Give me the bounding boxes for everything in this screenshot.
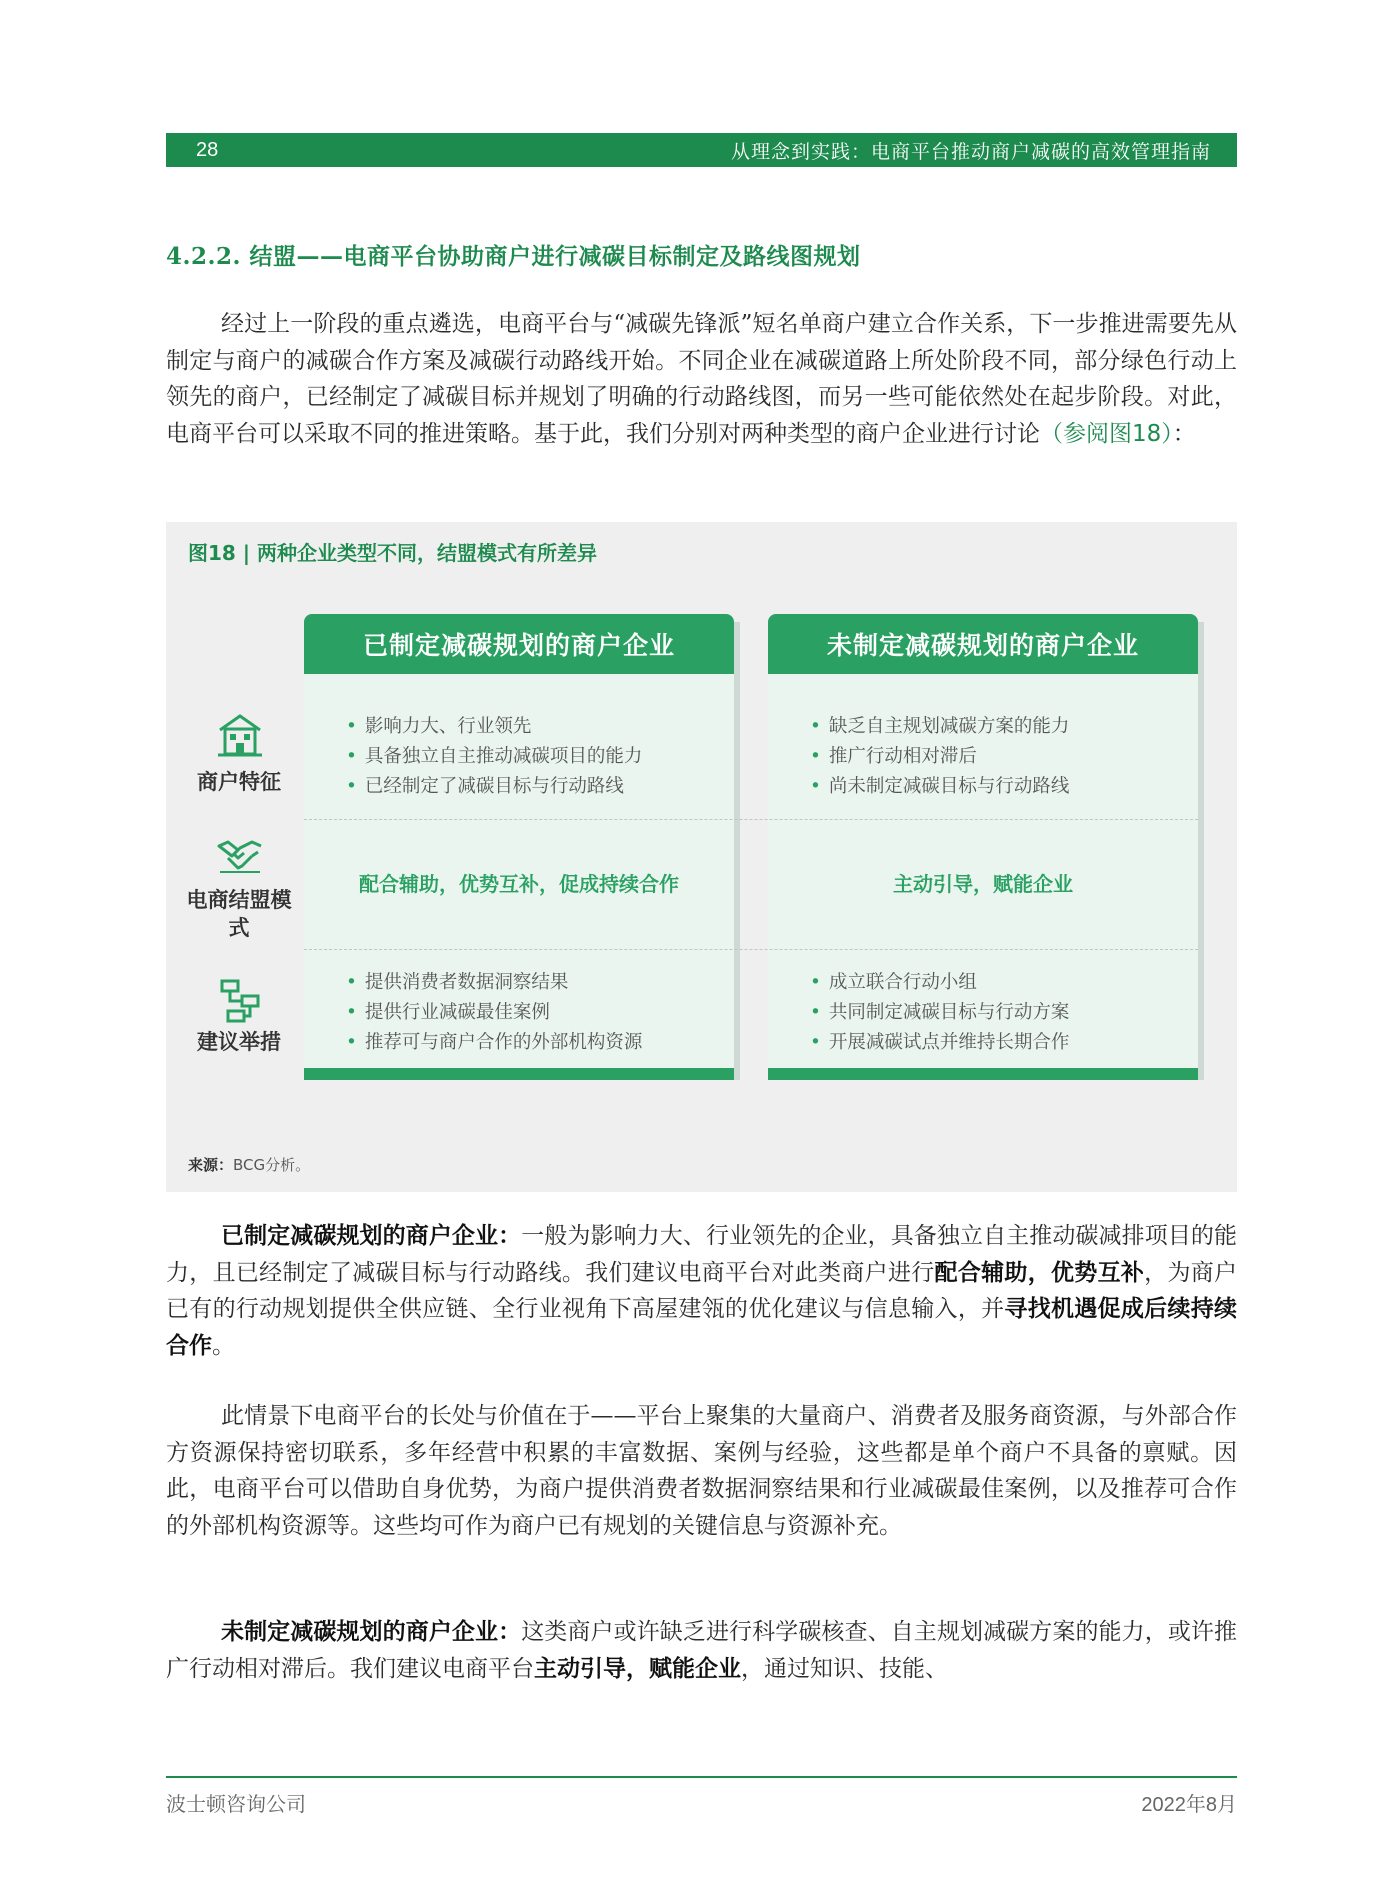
footer-company: 波士顿咨询公司	[166, 1792, 306, 1816]
right-measures-list	[810, 968, 1069, 1058]
footer-divider	[166, 1776, 1237, 1778]
list-item: • 共同制定减碳目标与行动方案	[810, 998, 1069, 1028]
left-characteristics-list	[346, 712, 642, 802]
paragraph-unplanned-lead: 未制定减碳规划的商户企业：	[221, 1618, 522, 1645]
card-planned-footer-bar	[304, 1068, 734, 1080]
card-unplanned-footer-bar	[768, 1068, 1198, 1080]
emphasis-run: 配合辅助，优势互补	[934, 1258, 1145, 1286]
text-run: 这类商户或许缺乏进行科学碳核查、自主规划减碳方案的能力，或许推广行动相对滞后。我们建议电商平台	[166, 1619, 1238, 1682]
figure-source	[188, 1154, 310, 1175]
handshake-icon	[216, 832, 264, 880]
intro-text: 经过上一阶段的重点遴选，电商平台与“减碳先锋派”短名单商户建立合作关系，下一步推进需要先从制定与商户的减碳合作方案及减碳行动路线开始。不同企业在减碳道路上所处阶段不同，部分绿色行动上领先的商户，已经制定了减碳目标并规划了明确的行动路线图，而另一些可能依然处在起步阶段。对此，电商平台可以采取不同的推进策略。基于此，我们分别对两种类型的商户企业进行讨论	[166, 311, 1237, 447]
text-run: ，通过知识、技能、	[741, 1655, 948, 1682]
list-item: • 已经制定了减碳目标与行动路线	[346, 772, 642, 802]
list-item: • 缺乏自主规划减碳方案的能力	[810, 712, 1069, 742]
row-divider	[304, 819, 1198, 820]
figure-title: 图18 | 两种企业类型不同，结盟模式有所差异	[188, 541, 598, 565]
workflow-icon	[216, 977, 264, 1025]
figure-reference-link[interactable]: （参阅图18）	[1040, 420, 1173, 447]
list-item: • 提供行业减碳最佳案例	[346, 998, 642, 1028]
store-icon	[216, 710, 264, 758]
header-bar	[166, 133, 1237, 167]
text-run: 。	[212, 1332, 235, 1359]
text-run: ，为商户已有的行动规划提供全供应链、全行业视角下高屋建瓴的优化建议与信息输入，并	[166, 1259, 1238, 1322]
list-item: • 开展减碳试点并维持长期合作	[810, 1028, 1069, 1058]
row-label-alliance-mode: 电商结盟模式	[186, 888, 292, 940]
list-item: • 影响力大、行业领先	[346, 712, 642, 742]
paragraph-platform-value: 此情景下电商平台的长处与价值在于——平台上聚集的大量商户、消费者及服务商资源，与外部合作方资源保持密切联系，多年经营中积累的丰富数据、案例与经验，这些都是单个商户不具备的禀赋。因此，电商平台可以借助自身优势，为商户提供消费者数据洞察结果和行业减碳最佳案例，以及推荐可合作的外部机构资源等。这些均可作为商户已有规划的关键信息与资源补充。	[166, 1403, 1237, 1539]
emphasis-run: 主动引导，赋能企业	[534, 1654, 741, 1682]
intro-end: ：	[1172, 420, 1196, 447]
list-item: • 推荐可与商户合作的外部机构资源	[346, 1028, 642, 1058]
figure-panel	[166, 522, 1237, 1192]
page-number: 28	[196, 138, 219, 161]
card-unplanned-shadow	[1198, 622, 1204, 1080]
list-item: • 尚未制定减碳目标与行动路线	[810, 772, 1069, 802]
paragraph-planned	[166, 1218, 1237, 1364]
source-label: 来源：	[188, 1156, 234, 1174]
emphasis-run: 寻找机遇促成后续持续合作	[166, 1295, 1238, 1359]
intro-paragraph	[166, 306, 1237, 452]
list-item: • 提供消费者数据洞察结果	[346, 968, 642, 998]
row-label-measures: 建议举措	[197, 1030, 281, 1054]
section-heading: 4.2.2. 结盟——电商平台协助商户进行减碳目标制定及路线图规划	[166, 243, 861, 270]
left-alliance-mode: 配合辅助，优势互补，促成持续合作	[359, 872, 679, 896]
document-title: 从理念到实践：电商平台推动商户减碳的高效管理指南	[730, 140, 1211, 163]
list-item: • 具备独立自主推动减碳项目的能力	[346, 742, 642, 772]
card-planned-shadow	[734, 622, 740, 1080]
footer-date: 2022年8月	[1141, 1794, 1237, 1816]
card-planned-header: 已制定减碳规划的商户企业	[304, 614, 734, 674]
row-label-characteristics: 商户特征	[197, 770, 281, 794]
right-characteristics-list	[810, 712, 1069, 802]
text-run: 一般为影响力大、行业领先的企业，具备独立自主推动碳减排项目的能力，且已经制定了减碳目标与行动路线。我们建议电商平台对此类商户进行	[166, 1223, 1238, 1286]
card-unplanned-header: 未制定减碳规划的商户企业	[768, 614, 1198, 674]
paragraph-unplanned	[166, 1614, 1237, 1687]
row-divider	[304, 949, 1198, 950]
list-item: • 推广行动相对滞后	[810, 742, 1069, 772]
right-alliance-mode: 主动引导，赋能企业	[893, 872, 1073, 896]
list-item: • 成立联合行动小组	[810, 968, 1069, 998]
source-text: BCG分析。	[233, 1156, 311, 1174]
paragraph-planned-lead: 已制定减碳规划的商户企业：	[221, 1222, 522, 1249]
left-measures-list	[346, 968, 642, 1058]
